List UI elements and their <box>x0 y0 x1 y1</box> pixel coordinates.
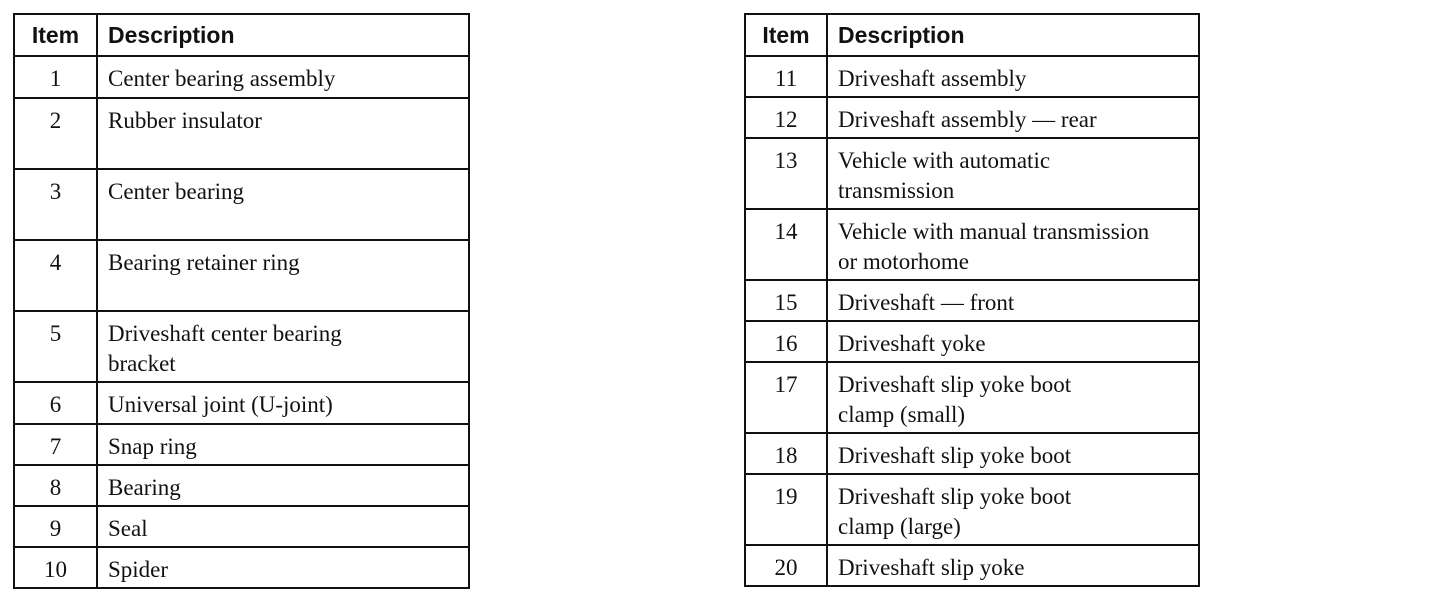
item-number: 11 <box>745 56 827 97</box>
table-row <box>745 433 1199 474</box>
table-header-row <box>745 14 1199 56</box>
item-number: 16 <box>745 321 827 362</box>
item-number: 6 <box>14 382 97 424</box>
item-number: 5 <box>14 311 97 382</box>
table-row <box>14 311 469 382</box>
item-description: Seal <box>97 506 469 547</box>
item-description: Driveshaft slip yoke boot clamp (large) <box>827 474 1199 545</box>
item-number: 19 <box>745 474 827 545</box>
table-header-row <box>14 14 469 56</box>
item-description: Snap ring <box>97 424 469 465</box>
item-number: 3 <box>14 169 97 240</box>
table-row <box>14 465 469 506</box>
item-number: 4 <box>14 240 97 311</box>
item-number: 2 <box>14 98 97 169</box>
item-number: 14 <box>745 209 827 280</box>
item-description: Center bearing <box>97 169 469 240</box>
item-description: Driveshaft — front <box>827 280 1199 321</box>
parts-table-left <box>13 13 470 589</box>
table-row <box>745 545 1199 586</box>
item-description: Driveshaft center bearing bracket <box>97 311 469 382</box>
item-number: 13 <box>745 138 827 209</box>
column-header-description: Description <box>97 14 469 56</box>
item-description: Universal joint (U-joint) <box>97 382 469 424</box>
item-number: 7 <box>14 424 97 465</box>
item-description: Center bearing assembly <box>97 56 469 98</box>
item-number: 1 <box>14 56 97 98</box>
table-row <box>745 280 1199 321</box>
table-row <box>14 56 469 98</box>
item-number: 8 <box>14 465 97 506</box>
table-row <box>14 547 469 588</box>
table-row <box>745 138 1199 209</box>
table-row <box>745 209 1199 280</box>
table-row <box>745 474 1199 545</box>
item-number: 15 <box>745 280 827 321</box>
table-row <box>745 56 1199 97</box>
table-row <box>745 97 1199 138</box>
item-description: Driveshaft slip yoke boot clamp (small) <box>827 362 1199 433</box>
item-number: 20 <box>745 545 827 586</box>
item-description: Bearing retainer ring <box>97 240 469 311</box>
column-header-item: Item <box>745 14 827 56</box>
table-row <box>14 169 469 240</box>
item-number: 12 <box>745 97 827 138</box>
column-header-description: Description <box>827 14 1199 56</box>
column-header-item: Item <box>14 14 97 56</box>
item-description: Vehicle with manual transmission or motorhome <box>827 209 1199 280</box>
table-row <box>745 362 1199 433</box>
item-number: 18 <box>745 433 827 474</box>
item-description: Driveshaft slip yoke boot <box>827 433 1199 474</box>
item-number: 10 <box>14 547 97 588</box>
table-row <box>14 98 469 169</box>
item-number: 9 <box>14 506 97 547</box>
item-description: Driveshaft slip yoke <box>827 545 1199 586</box>
item-number: 17 <box>745 362 827 433</box>
item-description: Vehicle with automatic transmission <box>827 138 1199 209</box>
item-description: Rubber insulator <box>97 98 469 169</box>
item-description: Driveshaft assembly — rear <box>827 97 1199 138</box>
table-row <box>14 382 469 424</box>
table-row <box>14 240 469 311</box>
item-description: Spider <box>97 547 469 588</box>
item-description: Bearing <box>97 465 469 506</box>
table-row <box>745 321 1199 362</box>
table-row <box>14 424 469 465</box>
item-description: Driveshaft assembly <box>827 56 1199 97</box>
table-row <box>14 506 469 547</box>
parts-table-right <box>744 13 1200 587</box>
item-description: Driveshaft yoke <box>827 321 1199 362</box>
